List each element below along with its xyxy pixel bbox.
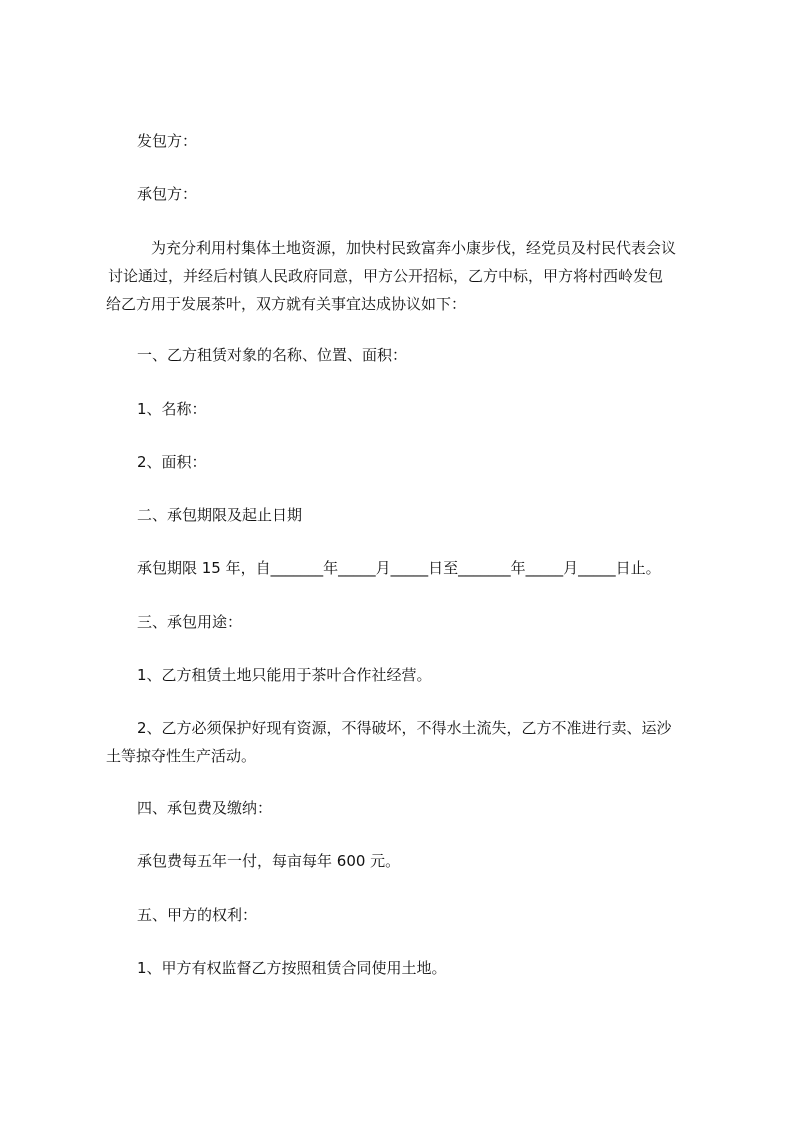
intro-line-1: 为充分利用村集体土地资源，加快村民致富奔小康步伐，经党员及村民代表会议	[151, 239, 677, 257]
intro-line-3: 给乙方用于发展茶叶，双方就有关事宜达成协议如下：	[106, 295, 467, 313]
section-3-item-1: 1、乙方租赁土地只能用于茶叶合作社经营。	[137, 666, 432, 684]
section-5-item-1: 1、甲方有权监督乙方按照租赁合同使用土地。	[137, 959, 447, 977]
section-3-title: 三、承包用途：	[137, 613, 243, 631]
section-4-title: 四、承包费及缴纳：	[137, 799, 273, 817]
intro-line-2: 讨论通过，并经后村镇人民政府同意，甲方公开招标，乙方中标，甲方将村西岭发包	[108, 267, 664, 285]
party-a-label: 发包方：	[137, 132, 198, 150]
section-4-fee: 承包费每五年一付，每亩每年 600 元。	[137, 852, 401, 870]
section-1-item-1: 1、名称：	[137, 400, 207, 418]
section-5-title: 五、甲方的权利：	[137, 906, 258, 924]
party-b-label: 承包方：	[137, 185, 198, 203]
section-2-title: 二、承包期限及起止日期	[137, 506, 303, 524]
section-1-item-2: 2、面积：	[137, 453, 207, 471]
section-2-term: 承包期限 15 年，自_______年_____月_____日至_______年_____月_____日止。	[137, 559, 661, 577]
section-1-title: 一、乙方租赁对象的名称、位置、面积：	[137, 346, 408, 364]
section-3-item-2-line-2: 土等掠夺性生产活动。	[106, 747, 257, 765]
section-3-item-2-line-1: 2、乙方必须保护好现有资源，不得破坏，不得水土流失，乙方不准进行卖、运沙	[137, 719, 672, 737]
